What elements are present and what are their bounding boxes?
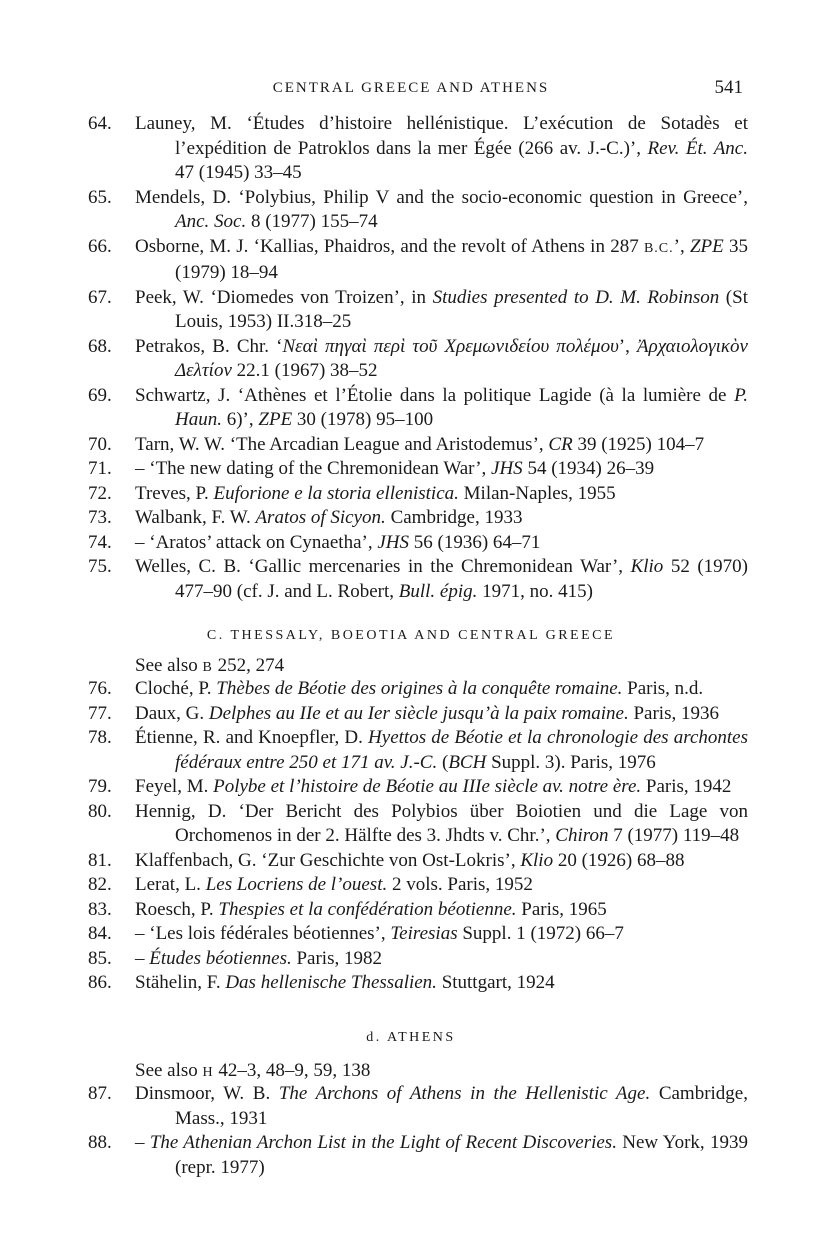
- bibliography-entry: [88, 555, 748, 604]
- entry-number: 82.: [88, 874, 112, 895]
- entry-number: 65.: [88, 186, 112, 208]
- entry-text: Peek, W. ‘Diomedes von Troizen’, in Studies presented to D. M. Robinson (St Louis, 1953) II.318–25: [135, 286, 748, 332]
- entry-text: Osborne, M. J. ‘Kallias, Phaidros, and the revolt of Athens in 287 B.C.’, ZPE 35 (1979) 18–94: [135, 235, 749, 283]
- entry-number: 69.: [88, 384, 112, 406]
- entry-number: 68.: [88, 335, 112, 357]
- entry-text: Launey, M. ‘Études d’histoire hellénistique. L’exécution de Sotadès et l’expédition de Patroklos dans la mer Égée (266 av. J.-C.)’, Rev. Ét. Anc. 47 (1945) 33–45: [135, 113, 748, 183]
- entry-number: 79.: [88, 776, 112, 797]
- entry-number: 88.: [88, 1132, 112, 1153]
- entry-text: Klaffenbach, G. ‘Zur Geschichte von Ost-Lokris’, Klio 20 (1926) 68–88: [135, 849, 685, 871]
- entry-number: 83.: [88, 898, 112, 920]
- entry-number: 66.: [88, 235, 112, 257]
- entry-number: 87.: [88, 1083, 112, 1104]
- entry-text: Schwartz, J. ‘Athènes et l’Étolie dans la politique Lagide (à la lumière de P. Haun. 6)’, ZPE 30 (1978) 95–100: [135, 384, 748, 430]
- bibliography-entry: [88, 384, 748, 433]
- entry-text: Roesch, P. Thespies et la confédération béotienne. Paris, 1965: [135, 898, 607, 920]
- entry-text: – ‘The new dating of the Chremonidean War’, JHS 54 (1934) 26–39: [135, 458, 655, 479]
- bibliography-entry: [88, 971, 748, 996]
- bibliography-entry: [88, 800, 748, 849]
- entry-text: Hennig, D. ‘Der Bericht des Polybios über Boiotien und die Lage von Orchomenos in der 2. Hälfte des 3. Jhdts v. Chr.’, Chiron 7 (1977) 119–48: [135, 800, 748, 846]
- entry-text: Dinsmoor, W. B. The Archons of Athens in the Hellenistic Age. Cambridge, Mass., 1931: [135, 1083, 748, 1129]
- bibliography-entry: [88, 849, 748, 874]
- entry-text: Stähelin, F. Das hellenische Thessalien. Stuttgart, 1924: [135, 972, 555, 993]
- bibliography-entry: [88, 1131, 748, 1180]
- entry-number: 81.: [88, 849, 112, 871]
- entry-text: Lerat, L. Les Locriens de l’ouest. 2 vols. Paris, 1952: [135, 874, 533, 895]
- bibliography-block-d: [88, 1082, 748, 1180]
- bibliography-entry: [88, 677, 748, 702]
- entry-text: Treves, P. Euforione e la storia ellenistica. Milan-Naples, 1955: [135, 482, 616, 504]
- entry-text: Welles, C. B. ‘Gallic mercenaries in the Chremonidean War’, Klio 52 (1970) 477–90 (cf. J. and L. Robert, Bull. épig. 1971, no. 415): [135, 556, 749, 602]
- entry-number: 78.: [88, 727, 112, 748]
- section-heading-d: d. ATHENS: [366, 1030, 456, 1045]
- bibliography-entry: [88, 531, 748, 556]
- page-number: 541: [714, 77, 743, 98]
- entry-text: – ‘Aratos’ attack on Cynaetha’, JHS 56 (1936) 64–71: [135, 531, 541, 553]
- entry-number: 77.: [88, 702, 112, 724]
- entry-text: Mendels, D. ‘Polybius, Philip V and the socio-economic question in Greece’, Anc. Soc. 8 (1977) 155–74: [135, 186, 748, 232]
- bibliography-entry: [88, 873, 748, 898]
- bibliography-entry: [88, 947, 748, 972]
- entry-number: 72.: [88, 482, 112, 504]
- entry-number: 74.: [88, 531, 112, 553]
- entry-text: – The Athenian Archon List in the Light of Recent Discoveries. New York, 1939 (repr. 1977): [135, 1132, 748, 1178]
- entry-text: Daux, G. Delphes au IIe et au Ier siècle jusqu’à la paix romaine. Paris, 1936: [135, 702, 719, 724]
- see-also-d: See also H 42–3, 48–9, 59, 138: [135, 1060, 371, 1081]
- entry-number: 76.: [88, 678, 112, 699]
- bibliography-entry: [88, 775, 748, 800]
- entry-number: 85.: [88, 947, 112, 969]
- entry-number: 67.: [88, 286, 112, 308]
- bibliography-entry: [88, 702, 748, 727]
- bibliography-entry: [88, 1082, 748, 1131]
- entry-number: 71.: [88, 458, 112, 479]
- bibliography-entry: [88, 506, 748, 531]
- entry-number: 84.: [88, 923, 112, 944]
- entry-text: Walbank, F. W. Aratos of Sicyon. Cambridge, 1933: [135, 507, 523, 528]
- section-heading-c: C. THESSALY, BOEOTIA AND CENTRAL GREECE: [206, 628, 616, 643]
- bibliography-entry: [88, 457, 748, 482]
- bibliography-block-top: [88, 112, 748, 604]
- entry-text: Étienne, R. and Knoepfler, D. Hyettos de Béotie et la chronologie des archontes fédéraux entre 250 et 171 av. J.-C. (BCH Suppl. 3). Paris, 1976: [135, 727, 748, 773]
- entry-number: 70.: [88, 433, 112, 455]
- bibliography-entry: [88, 482, 748, 507]
- entry-text: Petrakos, B. Chr. ‘Νεαὶ πηγαὶ περὶ τοῦ Χρεμωνιδείου πολέμου’, Ἀρχαιολογικὸν Δελτίον 22.1 (1967) 38–52: [135, 335, 748, 381]
- bibliography-entry: [88, 286, 748, 335]
- entry-number: 75.: [88, 556, 112, 577]
- bibliography-entry: [88, 726, 748, 775]
- see-also-c: See also B 252, 274: [135, 655, 285, 676]
- entry-number: 80.: [88, 800, 112, 822]
- entry-text: – ‘Les lois fédérales béotiennes’, Teiresias Suppl. 1 (1972) 66–7: [135, 923, 624, 944]
- bibliography-block-c: [88, 677, 748, 996]
- entry-number: 73.: [88, 507, 112, 528]
- bibliography-entry: [88, 112, 748, 186]
- bibliography-entry: [88, 186, 748, 235]
- running-head: CENTRAL GREECE AND ATHENS: [272, 80, 550, 96]
- bibliography-entry: [88, 922, 748, 947]
- bibliography-entry: [88, 335, 748, 384]
- entry-number: 64.: [88, 113, 112, 134]
- bibliography-entry: [88, 898, 748, 923]
- entry-text: Cloché, P. Thèbes de Béotie des origines à la conquête romaine. Paris, n.d.: [135, 678, 704, 699]
- bibliography-entry: [88, 433, 748, 458]
- entry-text: – Études béotiennes. Paris, 1982: [135, 947, 382, 969]
- entry-text: Feyel, M. Polybe et l’histoire de Béotie au IIIe siècle av. notre ère. Paris, 1942: [135, 776, 732, 797]
- entry-number: 86.: [88, 972, 112, 993]
- entry-text: Tarn, W. W. ‘The Arcadian League and Aristodemus’, CR 39 (1925) 104–7: [135, 433, 705, 455]
- bibliography-entry: [88, 235, 748, 286]
